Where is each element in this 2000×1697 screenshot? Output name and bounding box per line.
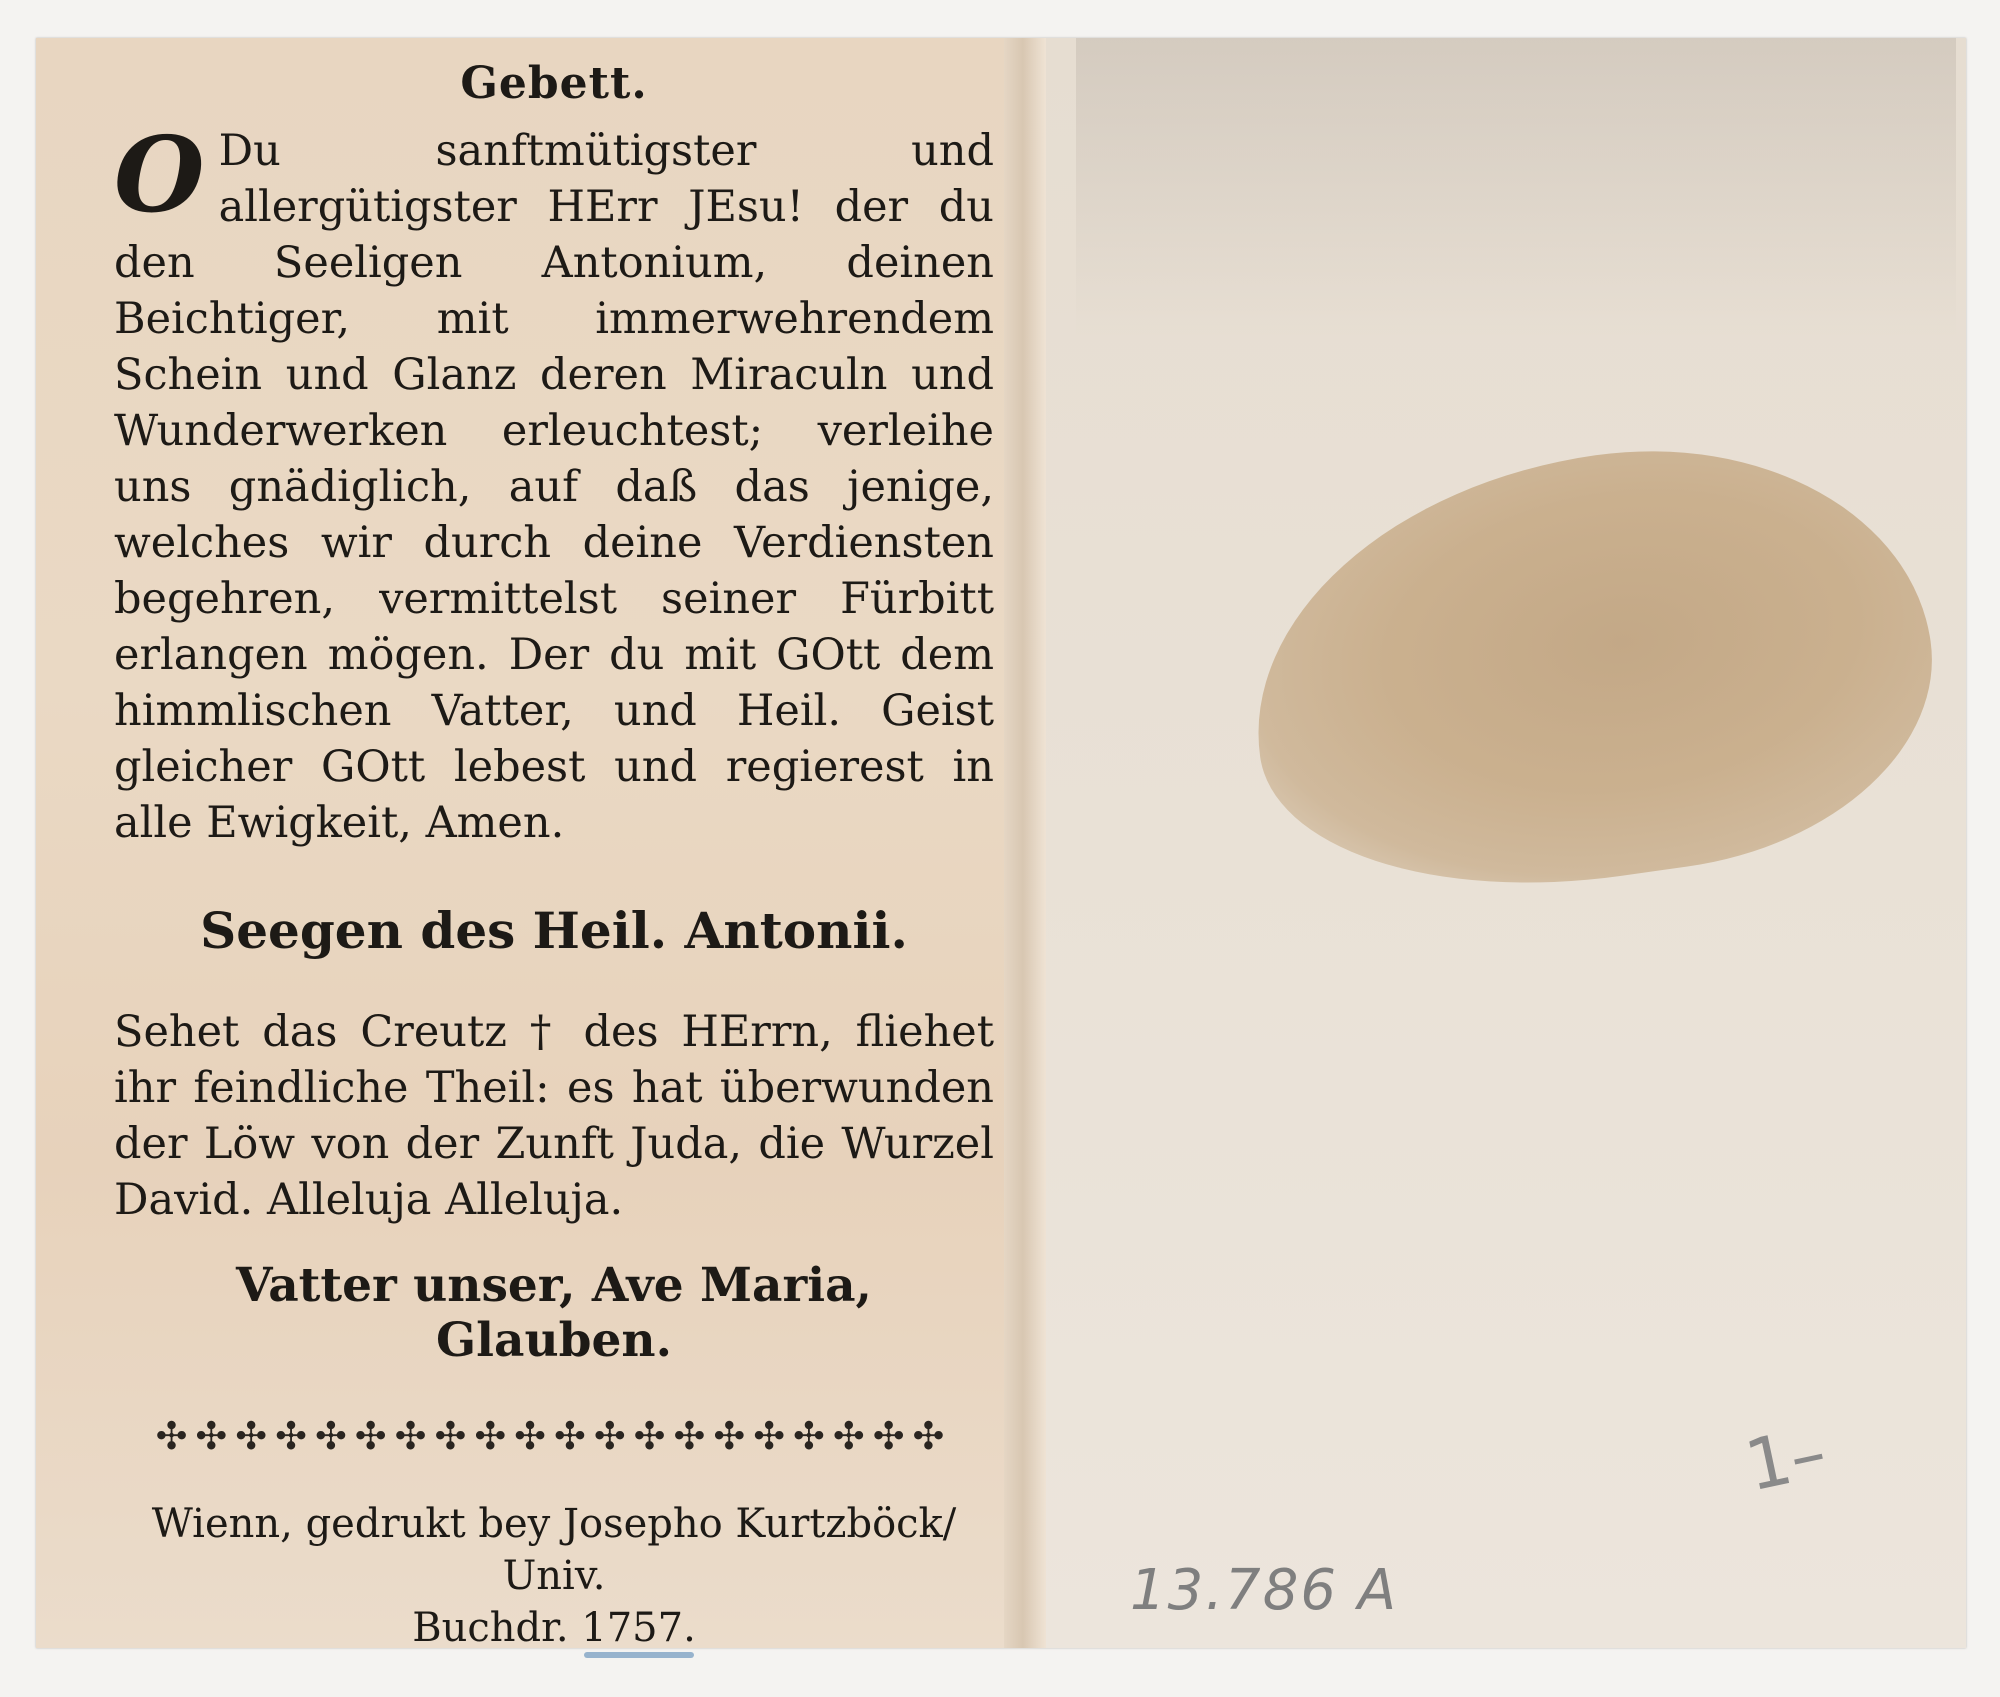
- ornament-row-icon: ✣✣✣✣✣✣✣✣✣✣✣✣✣✣✣✣✣✣✣✣: [155, 1414, 953, 1458]
- imprint-line-1: Wienn, gedrukt bey Josepho Kurtzböck/ Univ.: [151, 1501, 957, 1599]
- blessing-text: Sehet das Creutz † des HErrn, fliehet ihr feindliche Theil: es hat überwunden der Löw von der Zunft Juda, die Wurzel David. Alleluja Alleluja.: [114, 1007, 994, 1225]
- right-page: [1046, 38, 1966, 1648]
- imprint-line-2: Buchdr. 1757.: [412, 1605, 696, 1651]
- printed-text-block: [114, 48, 994, 1658]
- left-page: [36, 38, 1036, 1651]
- imprint: [114, 1498, 994, 1654]
- prayer-text: Du sanftmütigster und allergütigster HErr JEsu! der du den Seeligen Antonium, deinen Beichtiger, mit immerwehrendem Schein und Glanz deren Miraculn und Wunderwerken erleuchtest; verleihe uns gnädiglich, auf daß das jenige, welches wir durch deine Verdiensten begehren, vermittelst seiner Fürbitt erlangen mögen. Der du mit GOtt dem himmlischen Vatter, und Heil. Geist gleicher GOtt lebest und regierest in alle Ewigkeit, Amen.: [114, 126, 994, 848]
- prayer-heading: Gebett.: [460, 58, 648, 109]
- ornamental-initial: O: [114, 113, 205, 236]
- prayer-paragraph: [114, 113, 994, 851]
- center-fold: [1004, 38, 1046, 1648]
- paper-sheet: [36, 38, 1966, 1651]
- blessing-heading: Seegen des Heil. Antonii.: [200, 901, 908, 960]
- show-through-shadow: [1076, 38, 1956, 338]
- pencil-mark: 1–: [1738, 1410, 1834, 1508]
- inventory-number: 13.786 A: [1130, 1558, 1399, 1623]
- blue-underline-mark: [584, 1652, 694, 1658]
- water-stain: [1225, 413, 1957, 924]
- closing-line: Vatter unser, Ave Maria, Glauben.: [236, 1258, 872, 1368]
